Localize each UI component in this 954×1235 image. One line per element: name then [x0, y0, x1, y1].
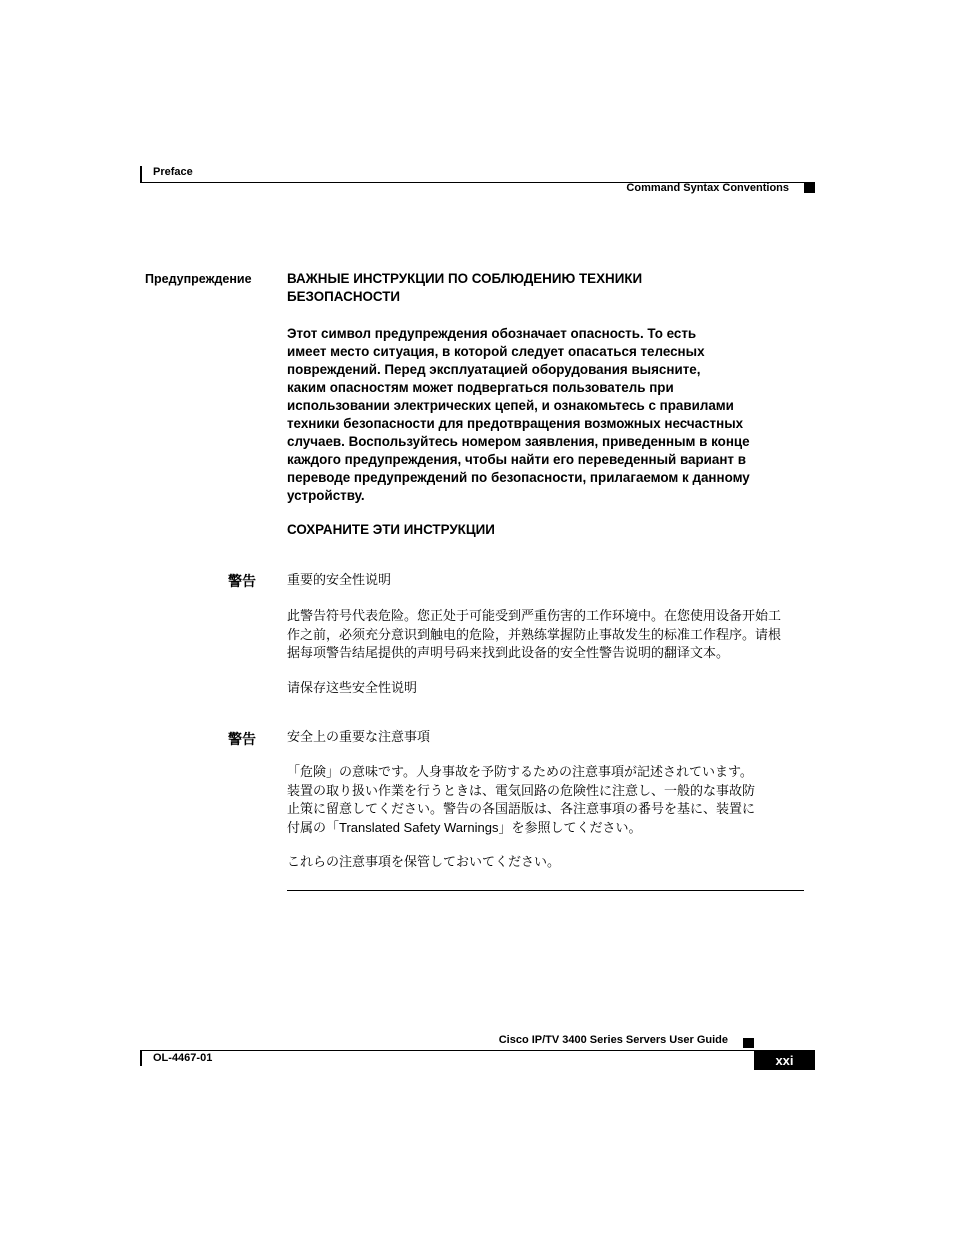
body-line: 据每项警告结尾提供的声明号码来找到此设备的安全性警告说明的翻译文本。 [287, 645, 730, 660]
body-line: устройству. [287, 488, 365, 503]
body-line: 「危険」の意味です。人身事故を予防するための注意事項が記述されています。 [287, 764, 753, 779]
title-line: ВАЖНЫЕ ИНСТРУКЦИИ ПО СОБЛЮДЕНИЮ ТЕХНИКИ [287, 271, 643, 286]
body-line: каждого предупреждения, чтобы найти его переведенный вариант в [287, 452, 746, 467]
page-number: xxi [754, 1051, 815, 1070]
warning-body-chinese [287, 607, 807, 663]
body-line: имеет место ситуация, в которой следует опасаться телесных [287, 344, 705, 359]
warning-title-japanese: 安全上の重要な注意事項 [287, 729, 431, 744]
warning-label-russian: Предупреждение [145, 272, 252, 286]
header-left-tick [140, 166, 142, 182]
warning-label-japanese: 警告 [228, 731, 256, 747]
header-subsection: Command Syntax Conventions [626, 182, 789, 194]
footer-rule [140, 1050, 815, 1051]
title-line: БЕЗОПАСНОСТИ [287, 289, 401, 304]
body-line: случаев. Воспользуйтесь номером заявления, приведенным в конце [287, 434, 750, 449]
body-line: Этот символ предупреждения обозначает опасность. То есть [287, 326, 697, 341]
warning-title-russian [287, 270, 807, 306]
header-section: Preface [153, 166, 193, 178]
body-line: использовании электрических цепей, и ознакомьтесь с правилами [287, 398, 734, 413]
footer-left-tick [140, 1050, 142, 1066]
warning-title-chinese: 重要的安全性说明 [287, 572, 392, 587]
warning-body-japanese [287, 763, 807, 837]
footer-guide-title: Cisco IP/TV 3400 Series Servers User Guide [498, 1034, 728, 1046]
body-line: переводе предупреждений по безопасности, прилагаемом к данному [287, 470, 750, 485]
body-line: каким опасностям может подвергаться пользователь при [287, 380, 674, 395]
body-line: 止策に留意してください。警告の各国語版は、各注意事項の番号を基に、装置に [287, 801, 756, 816]
body-line: техники безопасности для предотвращения возможных несчастных [287, 416, 744, 431]
body-line: 装置の取り扱い作業を行うときは、電気回路の危険性に注意し、一般的な事故防 [287, 782, 756, 798]
warning-label-chinese: 警告 [228, 573, 256, 589]
body-line: 此警告符号代表危险。您正处于可能受到严重伤害的工作环境中。在您使用设备开始工 [287, 608, 782, 623]
footer-doc-number: OL-4467-01 [153, 1052, 213, 1064]
body-line: 付属の「Translated Safety Warnings」を参照してください。 [287, 819, 642, 835]
body-line: повреждений. Перед эксплуатацией оборудования выясните, [287, 362, 701, 377]
footer-marker [743, 1038, 754, 1048]
warning-save-russian: СОХРАНИТЕ ЭТИ ИНСТРУКЦИИ [287, 522, 495, 537]
warning-save-japanese: これらの注意事項を保管しておいてください。 [287, 854, 561, 869]
warning-body-russian [287, 325, 807, 505]
body-line: 作之前，必须充分意识到触电的危险，并熟练掌握防止事故发生的标准工作程序。请根 [287, 626, 782, 642]
warning-end-rule [287, 890, 804, 891]
warning-save-chinese: 请保存这些安全性说明 [287, 680, 418, 695]
header-marker [804, 183, 815, 193]
